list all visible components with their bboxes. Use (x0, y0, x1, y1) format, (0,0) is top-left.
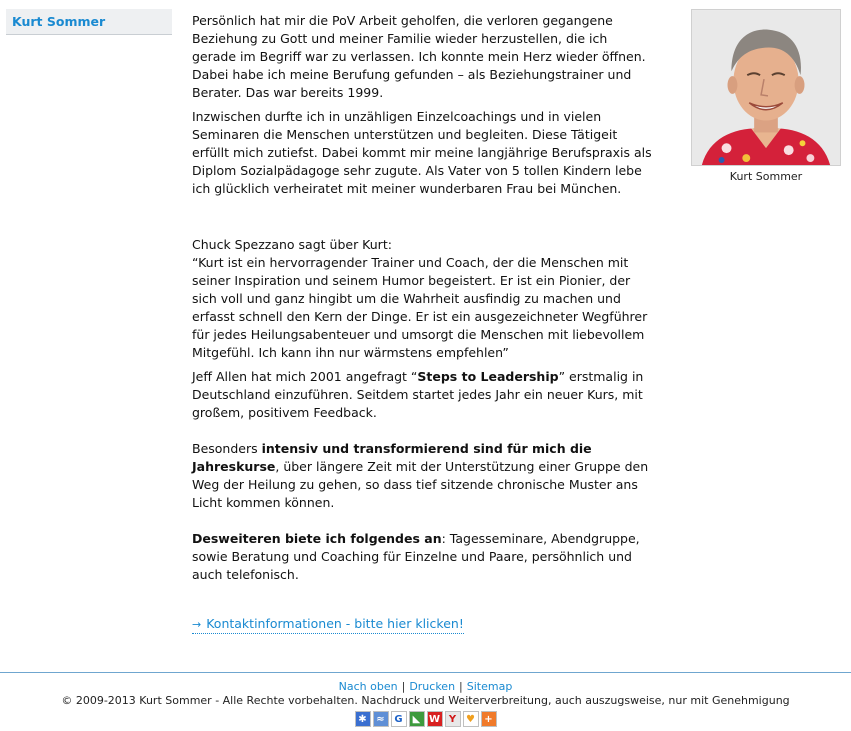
mister-wong-icon[interactable]: ≈ (373, 711, 389, 727)
footer-links (0, 680, 851, 693)
profile-photo-box (691, 9, 841, 183)
text-segment: Besonders (192, 441, 262, 456)
photo-caption: Kurt Sommer (729, 170, 803, 183)
text-segment: Jeff Allen hat mich 2001 angefragt “ (192, 369, 418, 384)
add-more-icon[interactable]: + (481, 711, 497, 727)
paragraph-intro: Persönlich hat mir die PoV Arbeit geholfen, die verloren gegangene Beziehung zu Gott und meiner Familie wieder herzustellen, die ich gerade im Begriff war zu verlassen. Ich konnte mein Herz wieder öffnen. Dabei habe ich meine Berufung gefunden – als Beziehungstrainer und Berater. Das war bereits 1999. (192, 13, 646, 100)
linkarena-icon[interactable]: ◣ (409, 711, 425, 727)
oneview-icon[interactable]: ♥ (463, 711, 479, 727)
paragraph-experience: Inzwischen durfte ich in unzähligen Einzelcoachings und in vielen Seminaren die Menschen unterstützen und begleiten. Diese Tätigeit erfüllt mich zutiefst. Dabei kommt mir meine langjährige Berufspraxis als Diplom Sozialpädagoge sehr zugute. Als Vater von 5 tollen Kindern lebe ich glücklich verheiratet mit meiner wunderbaren Frau bei München. (192, 109, 652, 196)
sidebar (6, 9, 172, 35)
text-segment: ” erstmalig in Deutschland einzuführen. Seitdem startet jedes Jahr ein neuer Kurs, mit großem, positivem Feedback. (192, 369, 644, 420)
text-segment: : Tagesseminare, Abendgruppe, sowie Beratung und Coaching für Einzelne und Paare, persöhnlich und auch telefonisch. (192, 531, 640, 582)
contact-link-label: Kontaktinformationen - bitte hier klicken! (206, 616, 464, 631)
delicious-icon[interactable]: ✱ (355, 711, 371, 727)
paragraph-jahreskurse (192, 440, 652, 512)
paragraph-offerings (192, 530, 652, 584)
drucken-link[interactable]: Drucken (409, 680, 456, 693)
footer (0, 672, 851, 731)
copyright-text: © 2009-2013 Kurt Sommer - Alle Rechte vorbehalten. Nachdruck und Weiterverbreitung, auch auszugsweise, nur mit Genehmigung (61, 694, 790, 707)
quote-block (192, 236, 652, 362)
profile-photo (691, 9, 841, 166)
nach-oben-link[interactable]: Nach oben (338, 680, 398, 693)
contact-link[interactable] (192, 616, 464, 634)
webnews-icon[interactable]: W (427, 711, 443, 727)
footer-separator: | (459, 680, 463, 693)
main-content (192, 12, 652, 634)
text-segment: , über längere Zeit mit der Unterstützung einer Gruppe den Weg der Heilung zu gehen, so dass tief sitzende chronische Muster ans Licht kommen können. (192, 459, 649, 510)
social-bookmark-bar (0, 711, 851, 727)
sitemap-link[interactable]: Sitemap (466, 680, 513, 693)
sidebar-item-kurt-sommer[interactable]: Kurt Sommer (12, 14, 106, 29)
quote-text: “Kurt ist ein hervorragender Trainer und Coach, der die Menschen mit seiner Inspiration und seinem Humor begeistert. Er ist ein Pionier, der sich voll und ganz hingibt um die Wahrheit ausfindig zu machen und erfasst schnell den Kern der Dinge. Er ist ein ausgezeichneter Wegführer für jedes Heilungsabenteuer und umsorgt die Menschen mit liebevollem Mitgefühl. Ich kann ihn nur wärmstens empfehlen” (192, 255, 648, 360)
jahreskurse-bold: intensiv und transformierend sind für mich die Jahreskurse (192, 441, 592, 474)
offerings-bold: Desweiteren biete ich folgendes an (192, 531, 442, 546)
yigg-icon[interactable]: Y (445, 711, 461, 727)
steps-to-leadership-bold: Steps to Leadership (417, 369, 559, 384)
footer-separator: | (401, 680, 406, 693)
arrow-right-icon: → (192, 618, 202, 631)
quote-intro: Chuck Spezzano sagt über Kurt: (192, 237, 392, 252)
paragraph-jeff-allen (192, 368, 652, 422)
google-bookmarks-icon[interactable]: G (391, 711, 407, 727)
